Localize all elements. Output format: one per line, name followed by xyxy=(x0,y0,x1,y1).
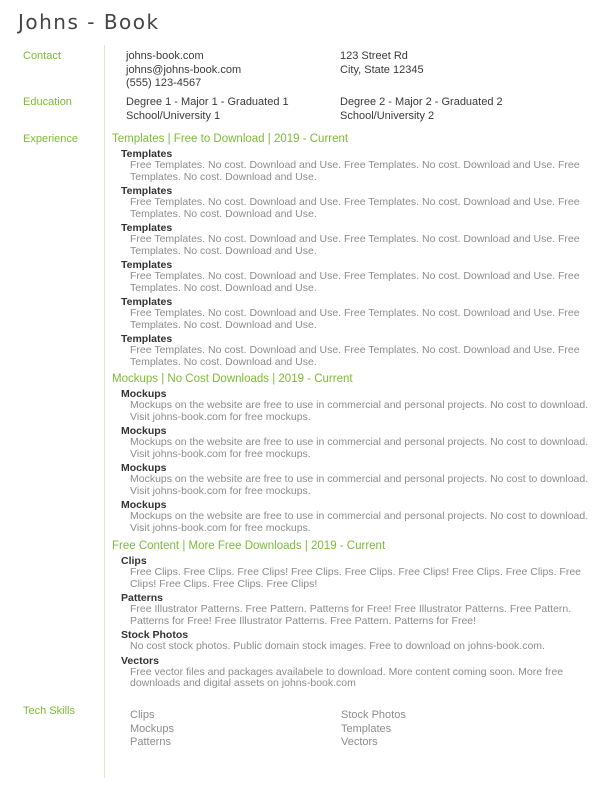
experience-section-title: Templates | Free to Download | 2019 - Current xyxy=(112,133,349,145)
experience-entry xyxy=(121,462,591,497)
entry-description: Free Templates. No cost. Download and Use. Free Templates. No cost. Download and Use. Free Templates. No cost. Download and Use. xyxy=(130,159,580,183)
education-school: School/University 2 xyxy=(340,109,435,122)
experience-section-title: Mockups | No Cost Downloads | 2019 - Current xyxy=(112,373,353,385)
entry-description: Free Templates. No cost. Download and Use. Free Templates. No cost. Download and Use. Free Templates. No cost. Download and Use. xyxy=(130,233,580,257)
contact-city: City, State 12345 xyxy=(340,63,424,76)
experience-entry xyxy=(121,222,591,257)
skill-item: Vectors xyxy=(341,736,378,748)
experience-entry xyxy=(121,388,591,423)
contact-website: johns-book.com xyxy=(126,50,204,62)
entry-description: Mockups on the website are free to use in commercial and personal projects. No cost to download. Visit johns-book.com for free mockups. xyxy=(130,436,589,460)
entry-description: Free Illustrator Patterns. Free Pattern. Patterns for Free! Free Illustrator Patterns. Free Pattern. Patterns for Free! Free Illustrator Patterns. Free Pattern. Patterns for Free! xyxy=(130,603,572,627)
experience-entry xyxy=(121,333,591,368)
entry-description: Mockups on the website are free to use in commercial and personal projects. No cost to download. Visit johns-book.com for free mockups. xyxy=(130,473,589,497)
skill-item: Patterns xyxy=(130,736,171,748)
skill-item: Mockups xyxy=(130,722,175,735)
entry-title: Templates xyxy=(121,333,173,345)
experience-section-title: Free Content | More Free Downloads | 2019 - Current xyxy=(112,540,386,552)
contact-street: 123 Street Rd xyxy=(340,50,408,62)
experience-entry xyxy=(121,425,591,460)
skill-item: Templates xyxy=(341,722,392,735)
entry-title: Templates xyxy=(121,296,173,308)
entry-title: Mockups xyxy=(121,388,167,400)
entry-title: Vectors xyxy=(121,654,159,667)
resume-name: Johns - Book xyxy=(18,10,160,34)
skills-right-column xyxy=(341,709,406,750)
entry-title: Templates xyxy=(121,259,173,271)
experience-section-mockups xyxy=(121,388,591,536)
education-item-1 xyxy=(126,96,289,123)
contact-phone: (555) 123-4567 xyxy=(126,77,202,89)
education-degree: Degree 2 - Major 2 - Graduated 2 xyxy=(340,96,503,108)
skills-left-column xyxy=(130,709,174,750)
tech-skills-label: Tech Skills xyxy=(23,705,75,717)
education-label: Education xyxy=(23,96,72,108)
entry-description: Free Clips. Free Clips. Free Clips! Free Clips. Free Clips. Free Clips! Free Clips. Free Clips. Free Clips! Free Clips. Free Clips. Free Clips! xyxy=(130,566,582,590)
entry-description: Mockups on the website are free to use in commercial and personal projects. No cost to download. Visit johns-book.com for free mockups. xyxy=(130,510,589,534)
skill-item: Clips xyxy=(130,709,155,721)
experience-entry xyxy=(121,655,591,690)
experience-entry xyxy=(121,148,591,183)
entry-title: Templates xyxy=(121,185,173,197)
section-divider xyxy=(104,45,105,778)
experience-entry xyxy=(121,592,591,627)
experience-entry xyxy=(121,259,591,294)
experience-entry xyxy=(121,185,591,220)
education-item-2 xyxy=(340,96,503,123)
experience-section-free-content xyxy=(121,555,591,692)
contact-left xyxy=(126,50,241,91)
experience-entry xyxy=(121,629,591,653)
experience-section-templates xyxy=(121,148,591,370)
experience-entry xyxy=(121,499,591,534)
entry-description: Free Templates. No cost. Download and Use. Free Templates. No cost. Download and Use. Free Templates. No cost. Download and Use. xyxy=(130,307,580,331)
entry-title: Mockups xyxy=(121,499,167,511)
entry-title: Mockups xyxy=(121,462,167,474)
education-degree: Degree 1 - Major 1 - Graduated 1 xyxy=(126,96,289,108)
entry-description: Mockups on the website are free to use in commercial and personal projects. No cost to download. Visit johns-book.com for free mockups. xyxy=(130,399,589,423)
entry-title: Templates xyxy=(121,148,173,160)
entry-title: Mockups xyxy=(121,425,167,437)
experience-entry xyxy=(121,296,591,331)
entry-title: Templates xyxy=(121,222,173,234)
experience-label: Experience xyxy=(23,133,79,145)
experience-entry xyxy=(121,555,591,590)
contact-right xyxy=(340,50,424,77)
entry-description: Free Templates. No cost. Download and Use. Free Templates. No cost. Download and Use. Free Templates. No cost. Download and Use. xyxy=(130,344,580,368)
entry-description: Free Templates. No cost. Download and Use. Free Templates. No cost. Download and Use. Free Templates. No cost. Download and Use. xyxy=(130,270,580,294)
entry-title: Stock Photos xyxy=(121,629,189,641)
entry-description: No cost stock photos. Public domain stock images. Free to download on johns-book.com. xyxy=(130,640,545,652)
skill-item: Stock Photos xyxy=(341,709,406,721)
contact-email: johns@johns-book.com xyxy=(126,63,242,76)
entry-title: Clips xyxy=(121,555,147,567)
entry-title: Patterns xyxy=(121,592,164,604)
entry-description: Free vector files and packages availabele to download. More content coming soon. More free downloads and digital assets on johns-book.com xyxy=(130,665,564,689)
contact-label: Contact xyxy=(23,50,61,62)
entry-description: Free Templates. No cost. Download and Use. Free Templates. No cost. Download and Use. Free Templates. No cost. Download and Use. xyxy=(130,196,580,220)
education-school: School/University 1 xyxy=(126,109,221,122)
